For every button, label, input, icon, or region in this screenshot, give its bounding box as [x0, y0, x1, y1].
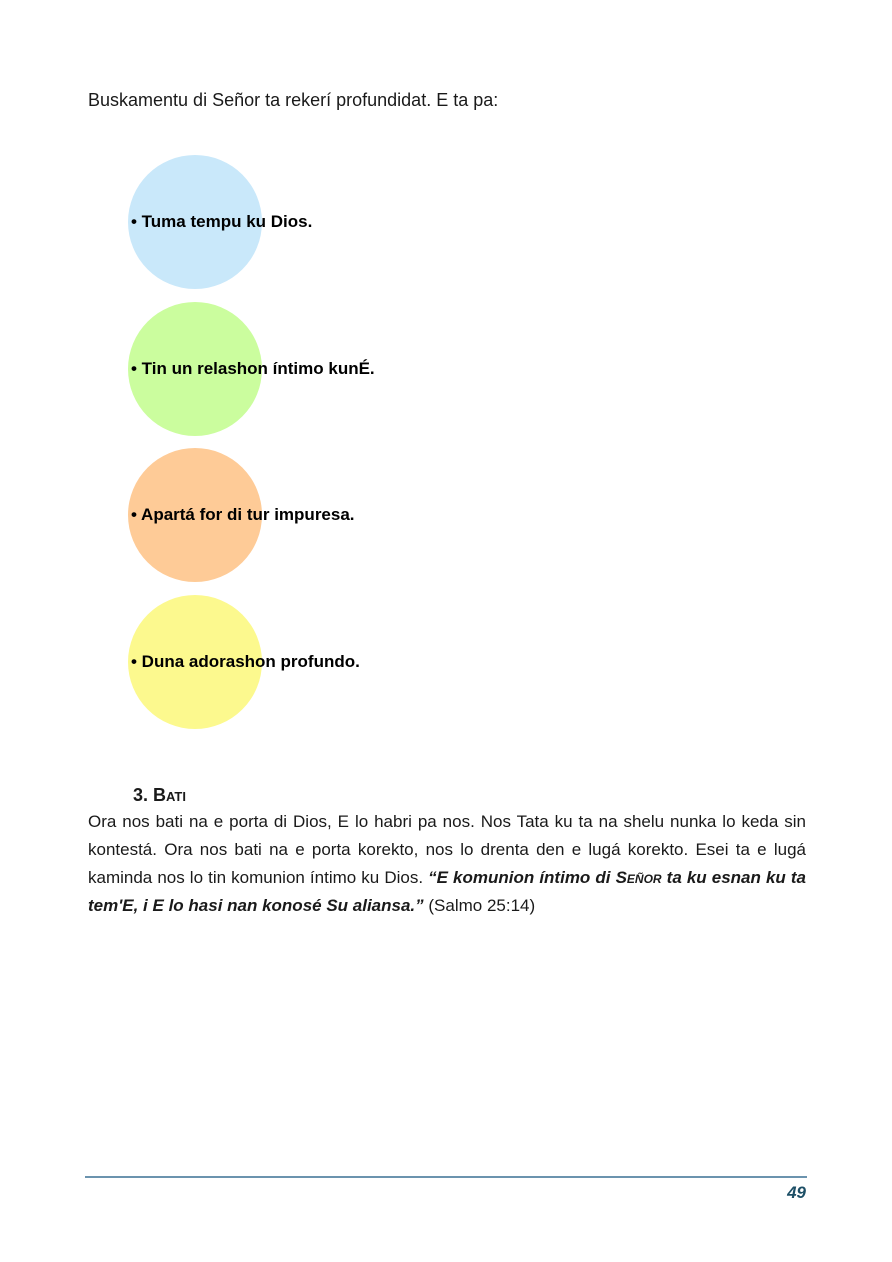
paragraph-text: Ora nos bati na e porta di Dios, E lo habri pa nos. Nos Tata ku ta na shelu nunka lo keda sin kontestá. Ora nos bati na e porta korekto, nos lo drenta den e lugá korekto. Esei ta e lugá kaminda nos lo tin komunion íntimo ku Dios.	[88, 812, 806, 887]
bubble-item-duna-adorashon	[128, 595, 628, 729]
footer-rule	[85, 1176, 807, 1178]
bubble-label: • Duna adorashon profundo.	[131, 652, 360, 671]
bubble-item-tuma-tempu	[128, 155, 628, 289]
quote-segment: “E komunion íntimo di	[428, 868, 616, 887]
scripture-citation: (Salmo 25:14)	[423, 896, 536, 915]
section-heading-text: 3. Bati	[133, 785, 186, 805]
bubble-item-aparta-impuresa	[128, 448, 628, 582]
bubble-item-relashon-intimo	[128, 302, 628, 436]
senor-smallcaps: Señor	[615, 868, 662, 887]
intro-line: Buskamentu di Señor ta rekerí profundidat. E ta pa:	[88, 90, 499, 110]
section-heading	[133, 785, 186, 806]
bubble-label: • Tuma tempu ku Dios.	[131, 212, 313, 231]
bubble-label: • Tin un relashon íntimo kunÉ.	[131, 359, 375, 378]
bubble-label: • Apartá for di tur impuresa.	[131, 505, 355, 524]
page-number: 49	[787, 1183, 806, 1202]
quote-segment: ta ku esnan ku ta tem'E, i E lo hasi nan konosé Su aliansa.”	[88, 868, 806, 915]
body-paragraph	[88, 808, 806, 920]
